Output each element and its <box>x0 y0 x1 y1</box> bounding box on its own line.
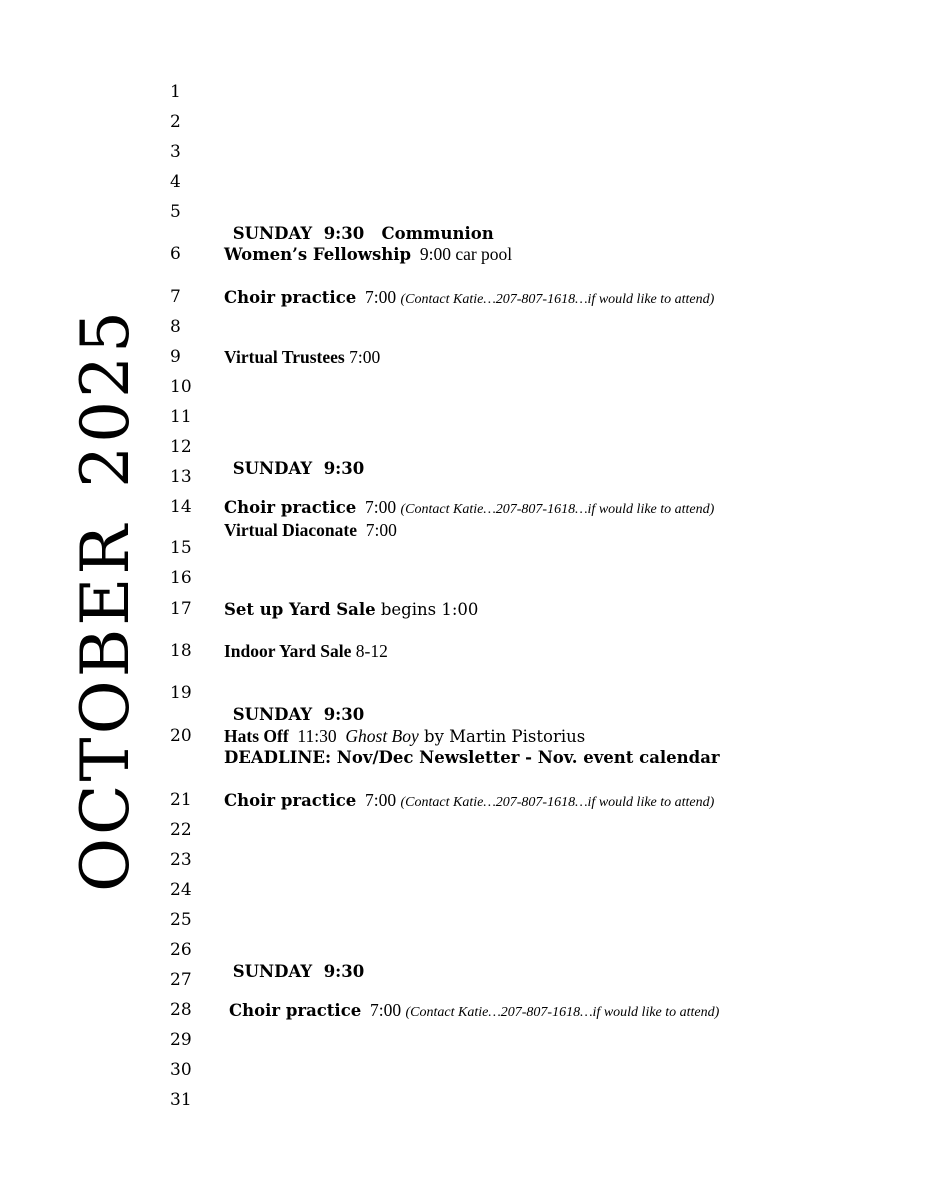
event-time: 7:00 <box>361 1000 406 1020</box>
event-note: (Contact Katie…207-807-1618…if would like to attend) <box>400 502 715 517</box>
event-note: (Contact Katie…207-807-1618…if would like to attend) <box>405 1005 720 1020</box>
event-title: Choir practice <box>229 1001 362 1020</box>
day-number: 10 <box>170 377 192 397</box>
event-detail: begins 1:00 <box>375 600 479 619</box>
day-number: 17 <box>170 599 192 619</box>
year: 2025 <box>67 307 144 488</box>
event-title: Women’s Fellowship <box>224 245 412 264</box>
day-number: 30 <box>170 1060 192 1080</box>
event-time: 7:00 <box>344 347 381 367</box>
event-title: SUNDAY 9:30 Communion <box>232 224 494 243</box>
event-title: SUNDAY 9:30 <box>232 962 365 981</box>
event-oct-6 <box>224 244 824 265</box>
day-number: 9 <box>170 347 181 367</box>
event-oct-20 <box>224 726 824 768</box>
event-oct-18 <box>224 641 824 662</box>
day-number: 29 <box>170 1030 192 1050</box>
day-number: 28 <box>170 1000 192 1020</box>
event-time-2: 7:00 <box>357 520 397 540</box>
day-number: 23 <box>170 850 192 870</box>
month-title <box>67 307 144 893</box>
event-oct-26 <box>224 940 824 982</box>
day-number: 8 <box>170 317 181 337</box>
event-oct-14 <box>224 497 824 541</box>
day-number: 1 <box>170 82 181 102</box>
book-author: by Martin Pistorius <box>418 727 586 746</box>
day-number: 22 <box>170 820 192 840</box>
event-title: Virtual Trustees <box>224 347 345 367</box>
day-number: 26 <box>170 940 192 960</box>
day-number: 2 <box>170 112 181 132</box>
day-number: 11 <box>170 407 192 427</box>
event-title: Choir practice <box>224 791 357 810</box>
day-number: 27 <box>170 970 192 990</box>
event-title: SUNDAY 9:30 <box>232 459 365 478</box>
day-number: 19 <box>170 683 192 703</box>
month-name: OCTOBER <box>67 521 144 893</box>
event-time: 7:00 <box>356 497 401 517</box>
newsletter-deadline: DEADLINE: Nov/Dec Newsletter - Nov. event calendar <box>224 748 720 767</box>
event-time: 7:00 <box>356 287 401 307</box>
event-oct-7 <box>224 287 824 310</box>
day-number: 21 <box>170 790 192 810</box>
day-number: 4 <box>170 172 181 192</box>
day-number: 18 <box>170 641 192 661</box>
day-number: 31 <box>170 1090 192 1110</box>
event-oct-28 <box>229 1000 829 1023</box>
day-number: 6 <box>170 244 181 264</box>
event-title: Choir practice <box>224 288 357 307</box>
event-title: Hats Off <box>224 726 289 746</box>
book-title: Ghost Boy <box>345 726 419 746</box>
event-title-2: Virtual Diaconate <box>224 520 358 540</box>
event-note: (Contact Katie…207-807-1618…if would like to attend) <box>400 795 715 810</box>
day-number: 20 <box>170 726 192 746</box>
day-number: 15 <box>170 538 192 558</box>
event-detail: 9:00 car pool <box>411 244 513 264</box>
day-number: 7 <box>170 287 181 307</box>
event-oct-5 <box>224 202 824 244</box>
event-time: 11:30 <box>288 726 346 746</box>
event-time: 7:00 <box>356 790 401 810</box>
event-detail: 8-12 <box>351 641 388 661</box>
day-number: 3 <box>170 142 181 162</box>
event-title: Choir practice <box>224 498 357 517</box>
day-number: 14 <box>170 497 192 517</box>
event-oct-21 <box>224 790 824 813</box>
event-title: Indoor Yard Sale <box>224 641 352 661</box>
event-title: Set up Yard Sale <box>224 600 376 619</box>
event-oct-9 <box>224 347 824 368</box>
event-title: SUNDAY 9:30 <box>232 705 365 724</box>
day-number: 5 <box>170 202 181 222</box>
event-oct-19 <box>224 683 824 725</box>
day-number: 12 <box>170 437 192 457</box>
event-oct-17 <box>224 599 824 620</box>
event-oct-12 <box>224 437 824 479</box>
event-note: (Contact Katie…207-807-1618…if would like to attend) <box>400 292 715 307</box>
day-number: 16 <box>170 568 192 588</box>
day-number: 25 <box>170 910 192 930</box>
day-number: 24 <box>170 880 192 900</box>
day-number: 13 <box>170 467 192 487</box>
